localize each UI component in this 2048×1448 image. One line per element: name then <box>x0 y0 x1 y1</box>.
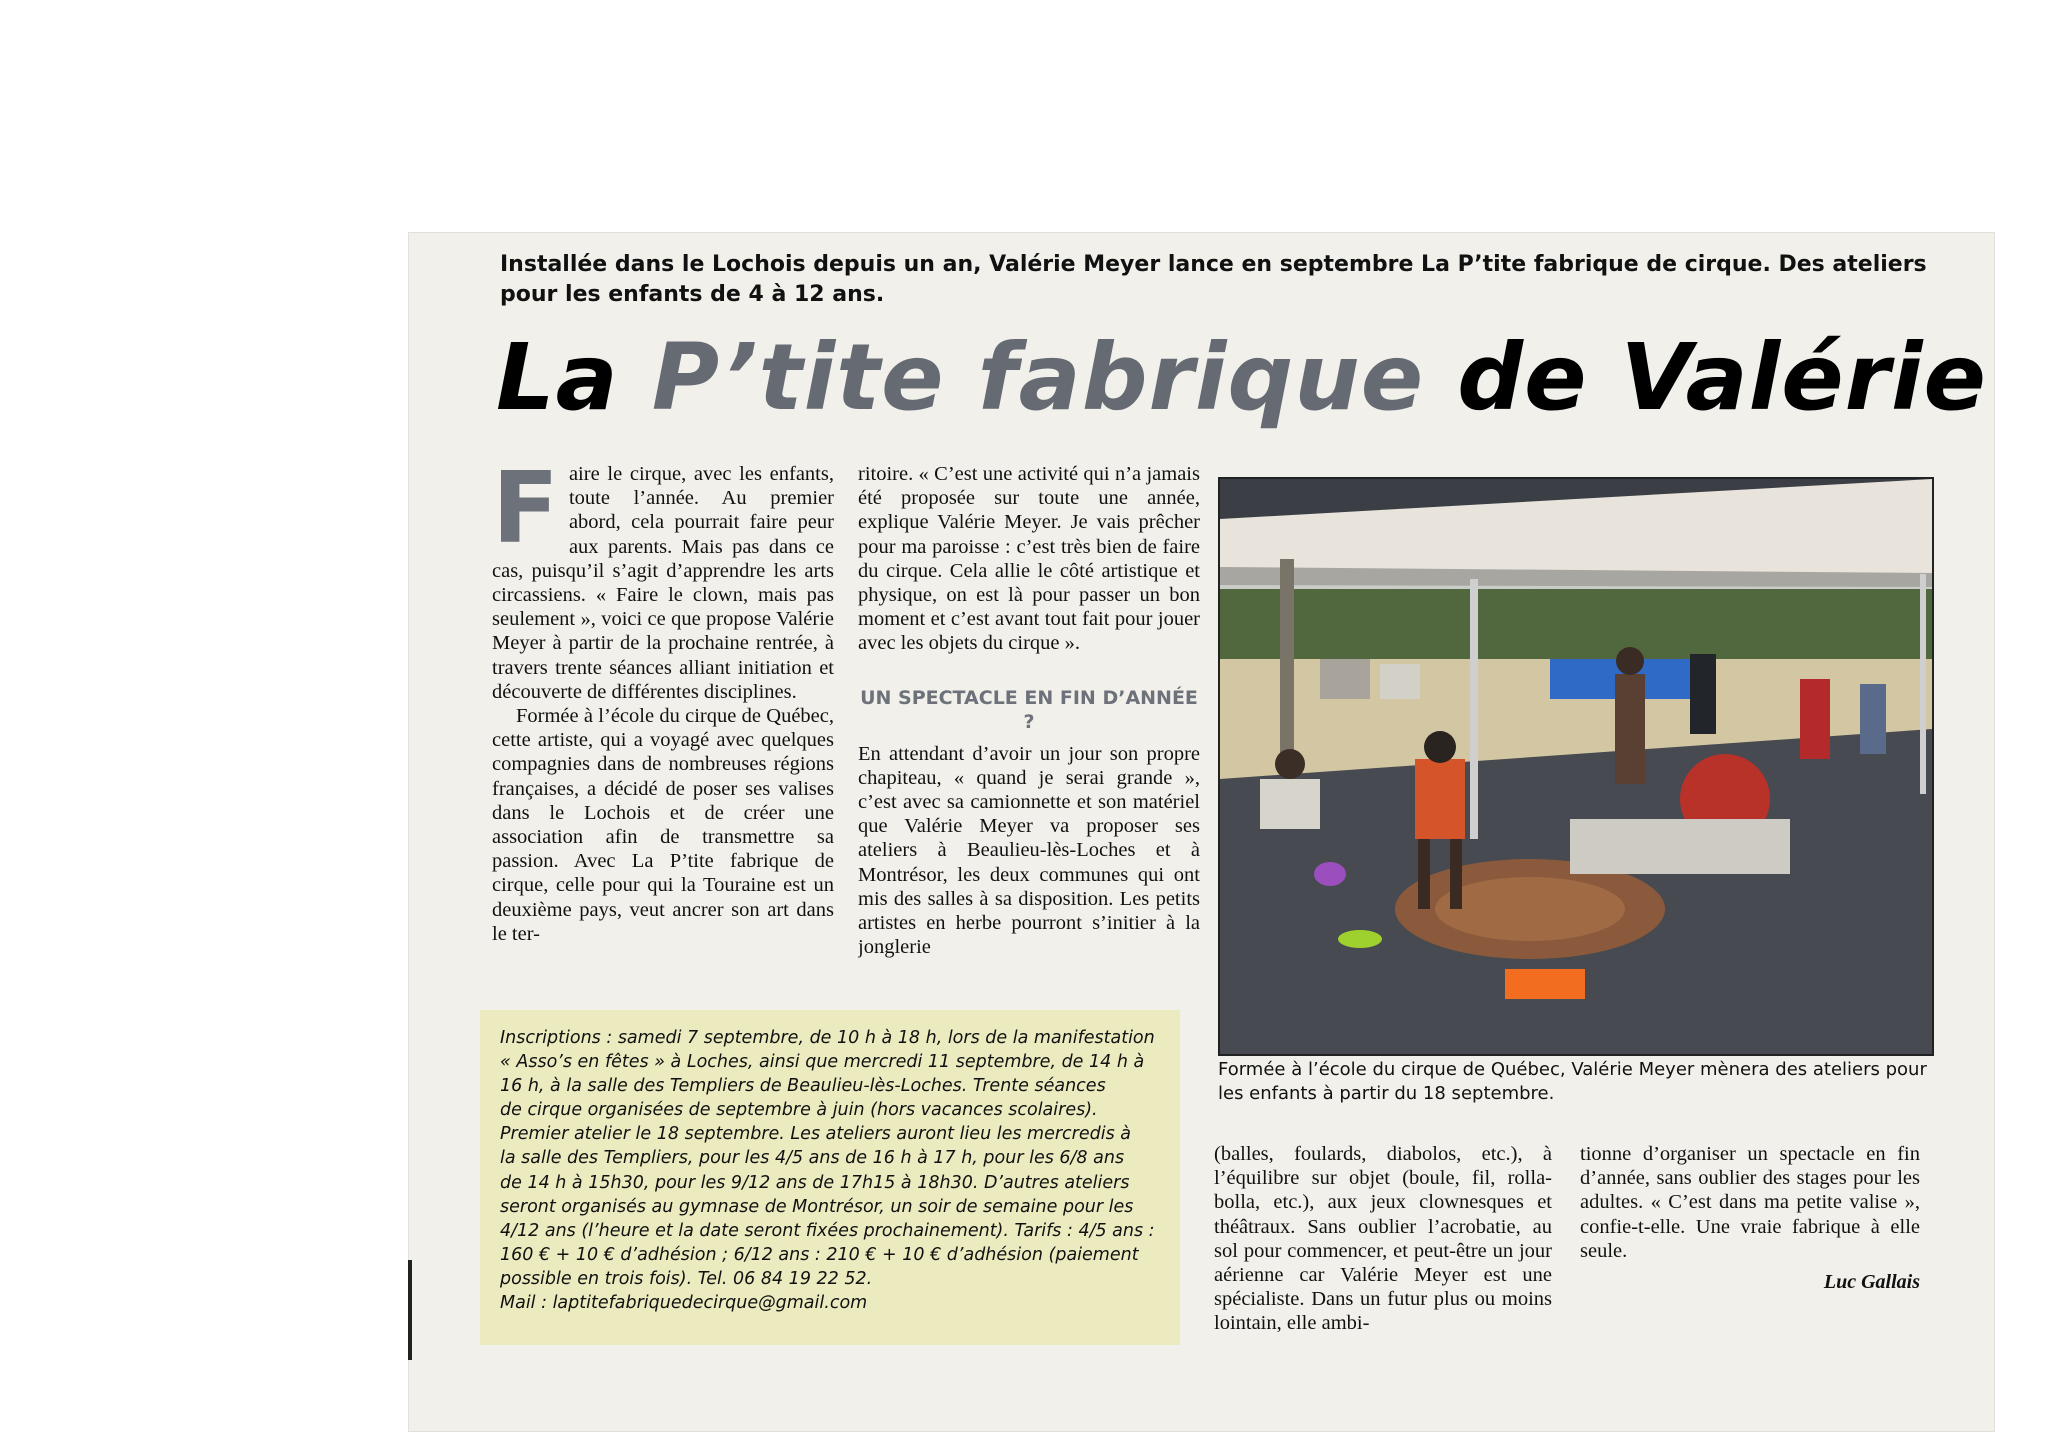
scan-edge-mark <box>408 1260 412 1360</box>
info-line: Premier atelier le 18 septembre. Les ateliers auront lieu les mercredis à <box>500 1124 1131 1145</box>
headline-part-3: de Valérie <box>1424 324 1987 431</box>
article-lead: Installée dans le Lochois depuis un an, Valérie Meyer lance en septembre La P’tite fabrique de cirque. Des ateliers pour les enfants de 4 à 12 ans. <box>500 252 1927 307</box>
info-line: « Asso’s en fêtes » à Loches, ainsi que mercredi 11 septembre, de 14 h à <box>500 1052 1145 1073</box>
author-byline: Luc Gallais <box>1823 1271 1920 1293</box>
info-line: Inscriptions : samedi 7 septembre, de 10 h à 18 h, lors de la manifestation <box>500 1028 1155 1048</box>
column-4-paragraph: tionne d’organiser un spectacle en fin d’année, sans oublier des stages pour les adultes. « C’est dans ma petite valise », confie-t-elle. Une vraie fabrique à elle seule. <box>1580 1143 1920 1262</box>
column-1-paragraph-1: aire le cirque, avec les enfants, toute l’année. Au premier abord, cela pourrait faire peur aux parents. Mais pas dans ce cas, puisqu’il s’agit d’apprendre les arts circassiens. « Faire le clown, mais pas seulement », voici ce que propose Valérie Meyer à partir de la prochaine rentrée, à travers trente séances alliant initiation et découverte de différentes disciplines. <box>492 463 834 703</box>
article-column-4 <box>1580 1142 1920 1342</box>
column-2-paragraph-1: ritoire. « C’est une activité qui n’a jamais été proposée sur toute une année, explique Valérie Meyer. Je vais prêcher pour ma paroisse : c’est très bien de faire du cirque. Cela allie le côté artistique et physique, on est là pour passer un bon moment et c’est avant tout fait pour jouer avec les objets du cirque ». <box>858 463 1200 655</box>
drop-cap: F <box>492 462 559 566</box>
article-column-3 <box>1214 1142 1552 1342</box>
column-2-paragraph-2: En attendant d’avoir un jour son propre chapiteau, « quand je serai grande », c’est avec sa camionnette et son matériel que Valérie Meyer va proposer ses ateliers à Beaulieu-lès-Loches et à Montrésor, les deux communes qui ont mis des salles à sa disposition. Les petits artistes en herbe pourront s’initier à la jonglerie <box>858 742 1200 959</box>
info-line-email: Mail : laptitefabriquedecirque@gmail.com <box>500 1293 868 1314</box>
article-photo <box>1218 477 1934 1056</box>
info-line: 160 € + 10 € d’adhésion ; 6/12 ans : 210 € + 10 € d’adhésion (paiement <box>500 1244 1139 1265</box>
info-line: seront organisés au gymnase de Montrésor, un soir de semaine pour les <box>500 1196 1134 1217</box>
column-3-paragraph: (balles, foulards, diabolos, etc.), à l’équilibre sur objet (boule, fil, rolla-bolla, etc.), aux jeux clownesques et théâtraux. Sans oublier l’acrobatie, au sol pour commencer, et peut-être un jour aérienne car Valérie Meyer est une spécialiste. Dans un futur plus ou moins lointain, elle ambi- <box>1214 1143 1552 1335</box>
info-line: la salle des Templiers, pour les 4/5 ans de 16 h à 17 h, pour les 6/8 ans <box>500 1148 1125 1169</box>
article-subheading: UN SPECTACLE EN FIN D’ANNÉE ? <box>860 686 1198 733</box>
photo-caption: Formée à l’école du cirque de Québec, Valérie Meyer mènera des ateliers pour les enfants à partir du 18 septembre. <box>1218 1059 1927 1104</box>
column-1-paragraph-2: Formée à l’école du cirque de Québec, cette artiste, qui a voyagé avec quelques compagnies dans de nombreuses régions françaises, a décidé de poser ses valises dans le Lochois et de créer une association afin de transmettre sa passion. Avec La P’tite fabrique de cirque, celle pour qui la Touraine est un deuxième pays, veut ancrer son art dans le ter- <box>492 705 834 945</box>
info-line: de 14 h à 15h30, pour les 9/12 ans de 17h15 à 18h30. D’autres ateliers <box>500 1172 1130 1193</box>
article-column-2 <box>858 462 1200 982</box>
article-column-1 <box>492 462 834 982</box>
circus-workshop-photo <box>1220 479 1932 1054</box>
info-line: 4/12 ans (l’heure et la date seront fixées prochainement). Tarifs : 4/5 ans : <box>500 1220 1155 1241</box>
article-headline <box>496 324 1987 431</box>
info-line: possible en trois fois). Tel. 06 84 19 22 52. <box>500 1268 873 1289</box>
info-line: 16 h, à la salle des Templiers de Beaulieu-lès-Loches. Trente séances <box>500 1076 1106 1097</box>
headline-part-1: La <box>496 324 652 431</box>
registration-info-box <box>480 1010 1180 1345</box>
headline-part-2: P’tite fabrique <box>651 324 1425 431</box>
info-line: de cirque organisées de septembre à juin (hors vacances scolaires). <box>500 1100 1098 1121</box>
